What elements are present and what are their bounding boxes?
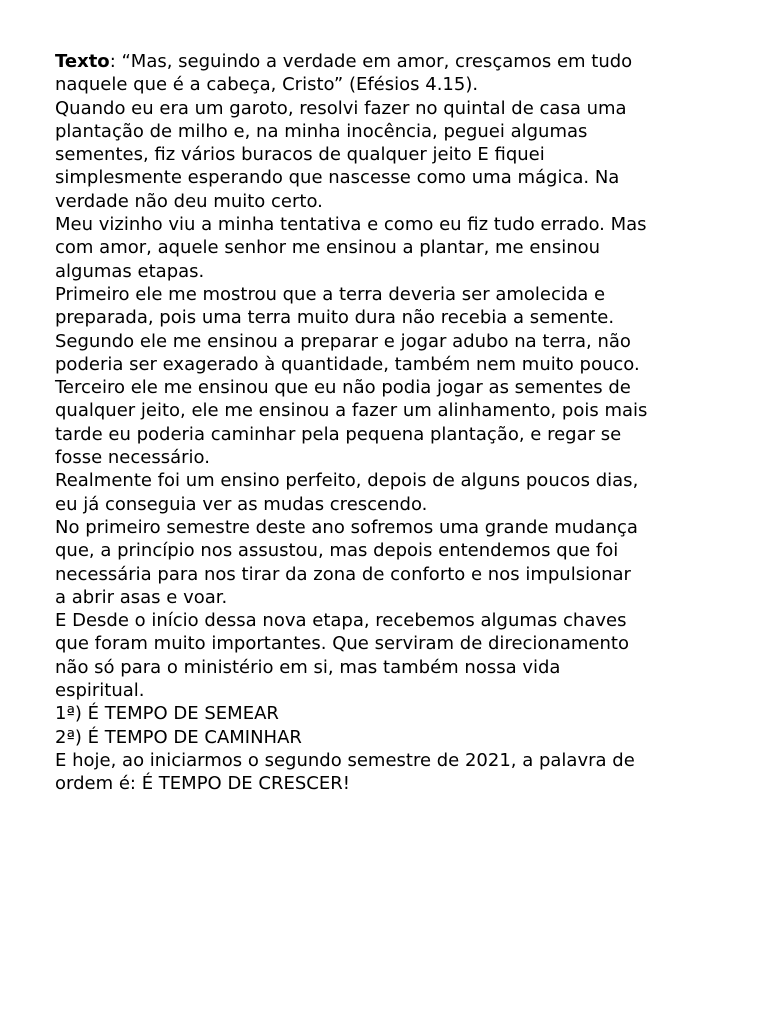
story-line: plantação de milho e, na minha inocência, peguei algumas <box>55 120 588 142</box>
paragraph-line: que, a princípio nos assustou, mas depois entendemos que foi <box>55 540 619 562</box>
keys-paragraph <box>55 609 725 702</box>
story-line: Meu vizinho viu a minha tentativa e como eu fiz tudo errado. Mas <box>55 214 647 236</box>
paragraph-line: E Desde o início dessa nova etapa, recebemos algumas chaves <box>55 610 627 632</box>
document-page <box>55 50 725 796</box>
story-line: Terceiro ele me ensinou que eu não podia jogar as sementes de <box>55 377 631 399</box>
paragraph-line: espiritual. <box>55 680 145 702</box>
story-line: tarde eu poderia caminhar pela pequena plantação, e regar se <box>55 423 622 445</box>
closing-paragraph <box>55 749 725 796</box>
story-line: com amor, aquele senhor me ensinou a plantar, me ensinou <box>55 237 601 259</box>
paragraph-line: não só para o ministério em si, mas também nossa vida <box>55 656 561 678</box>
story-line: sementes, fiz vários buracos de qualquer jeito E fiquei <box>55 144 545 166</box>
story-line: Realmente foi um ensino perfeito, depois de alguns poucos dias, <box>55 470 639 492</box>
story-block <box>55 97 725 516</box>
verse-paragraph <box>55 50 725 97</box>
story-line: Segundo ele me ensinou a preparar e jogar adubo na terra, não <box>55 330 631 352</box>
paragraph-line: a abrir asas e voar. <box>55 586 228 608</box>
story-line: preparada, pois uma terra muito dura não recebia a semente. <box>55 307 615 329</box>
paragraph-line: ordem é: É TEMPO DE CRESCER! <box>55 773 350 795</box>
story-line: poderia ser exagerado à quantidade, também nem muito pouco. <box>55 353 640 375</box>
paragraph-line: que foram muito importantes. Que serviram de direcionamento <box>55 633 629 655</box>
verse-line <box>55 50 725 73</box>
key-item-2 <box>55 726 725 749</box>
paragraph-line: necessária para nos tirar da zona de conforto e nos impulsionar <box>55 563 631 585</box>
paragraph-line: No primeiro semestre deste ano sofremos uma grande mudança <box>55 516 638 538</box>
story-line: Quando eu era um garoto, resolvi fazer no quintal de casa uma <box>55 97 627 119</box>
paragraph-line: E hoje, ao iniciarmos o segundo semestre de 2021, a palavra de <box>55 749 635 771</box>
story-line: verdade não deu muito certo. <box>55 190 323 212</box>
story-line: Primeiro ele me mostrou que a terra deveria ser amolecida e <box>55 283 606 305</box>
semester-paragraph <box>55 516 725 609</box>
verse-text: : “Mas, seguindo a verdade em amor, cresçamos em tudo <box>109 51 633 72</box>
story-line: simplesmente esperando que nascesse como uma mágica. Na <box>55 167 620 189</box>
key-text: 1ª) É TEMPO DE SEMEAR <box>55 703 279 725</box>
verse-line: naquele que é a cabeça, Cristo” (Efésios 4.15). <box>55 74 479 96</box>
key-item-1 <box>55 702 725 725</box>
story-line: eu já conseguia ver as mudas crescendo. <box>55 493 428 515</box>
story-line: fosse necessário. <box>55 447 210 469</box>
story-line: algumas etapas. <box>55 260 205 282</box>
verse-label: Texto <box>55 51 110 72</box>
story-line: qualquer jeito, ele me ensinou a fazer um alinhamento, pois mais <box>55 400 648 422</box>
key-text: 2ª) É TEMPO DE CAMINHAR <box>55 726 302 748</box>
